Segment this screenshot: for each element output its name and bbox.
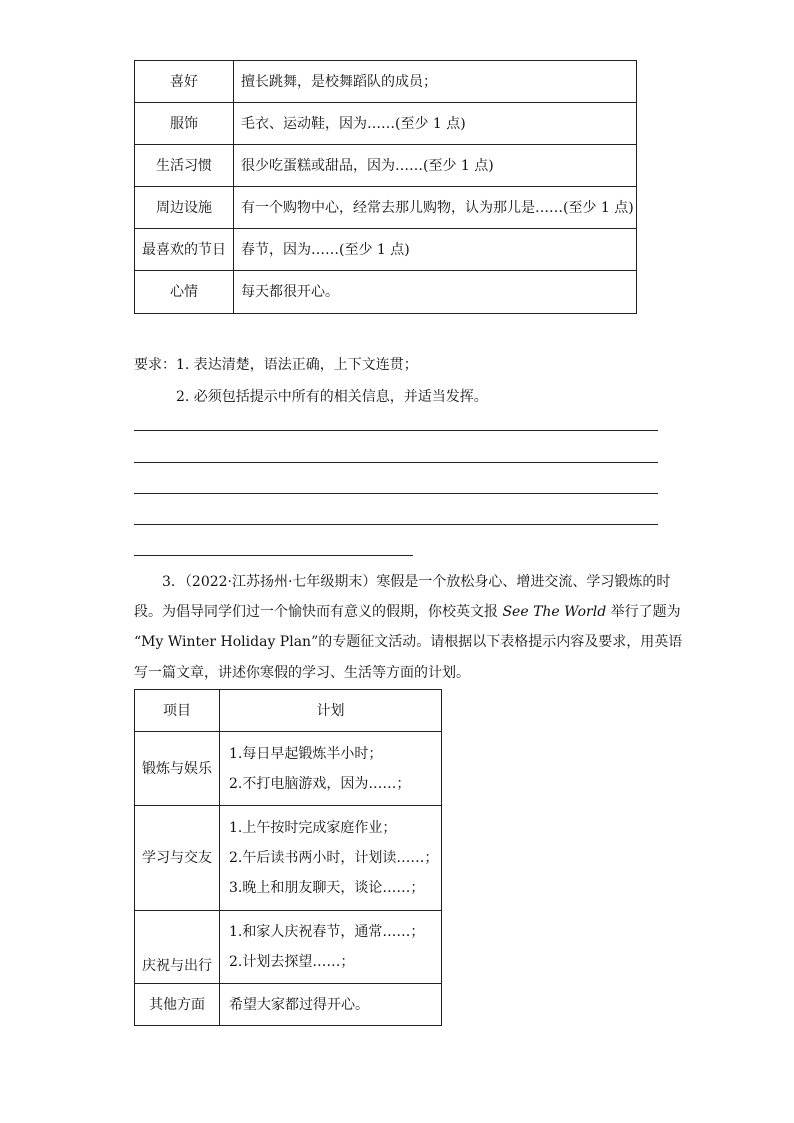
info-table [134, 60, 637, 314]
plan-line: 3.晚上和朋友聊天，谈论……； [229, 880, 425, 896]
row-key: 心情 [135, 271, 234, 314]
row-key: 服饰 [135, 103, 234, 145]
table-header-row [135, 690, 442, 732]
plan-line: 2.午后读书两小时，计划读……； [229, 850, 439, 866]
row-key: 喜好 [135, 61, 234, 103]
plan-line: 2.不打电脑游戏，因为……； [229, 775, 411, 792]
answer-line[interactable] [134, 555, 413, 556]
table-row [135, 103, 637, 145]
row-value: 春节，因为……(至少 1 点) [234, 229, 637, 271]
row-plan [220, 806, 442, 911]
answer-line[interactable] [134, 430, 658, 431]
row-value: 毛衣、运动鞋，因为……(至少 1 点) [234, 103, 637, 145]
answer-line[interactable] [134, 524, 658, 525]
newspaper-name: See The World [502, 604, 607, 620]
row-key: 其他方面 [135, 984, 220, 1026]
plan-table [134, 689, 442, 1026]
plan-line: 希望大家都过得开心。 [229, 996, 369, 1013]
table-row [135, 911, 442, 984]
row-key: 最喜欢的节日 [135, 229, 234, 271]
row-plan [220, 732, 442, 806]
row-plan [220, 984, 442, 1026]
plan-line: 2.计划去探望……； [229, 954, 355, 970]
table-row [135, 187, 637, 229]
row-key: 锻炼与娱乐 [135, 732, 220, 806]
row-value: 有一个购物中心，经常去那儿购物，认为那儿是……(至少 1 点) [234, 187, 637, 229]
table-row [135, 61, 637, 103]
table-row [135, 271, 637, 314]
row-key: 周边设施 [135, 187, 234, 229]
row-value: 每天都很开心。 [234, 271, 637, 314]
row-value: 很少吃蛋糕或甜品，因为……(至少 1 点) [234, 145, 637, 187]
plan-line: 1.上午按时完成家庭作业； [229, 820, 397, 836]
table-row [135, 732, 442, 806]
question-3-text: 段。为倡导同学们过一个愉快而有意义的假期，你校英文报 [134, 604, 503, 620]
requirement-line-1: 要求：1. 表达清楚，语法正确，上下文连贯； [134, 357, 418, 373]
question-3-line-3: “My Winter Holiday Plan”的专题征文活动。请根据以下表格提示内容及要求，用英语 [134, 634, 683, 650]
plan-line: 1.和家人庆祝春节，通常……； [229, 924, 425, 940]
answer-line[interactable] [134, 493, 658, 494]
table-row [135, 145, 637, 187]
header-plan: 计划 [220, 690, 442, 732]
row-plan [220, 911, 442, 984]
question-3-line-2 [134, 604, 681, 620]
question-3-line-4: 写一篇文章，讲述你寒假的学习、生活等方面的计划。 [134, 665, 470, 681]
table-row [135, 806, 442, 911]
row-key: 学习与交友 [135, 806, 220, 911]
table-row [135, 984, 442, 1026]
table-row [135, 229, 637, 271]
row-key: 庆祝与出行 [135, 911, 220, 984]
requirement-line-2: 2. 必须包括提示中所有的相关信息，并适当发挥。 [176, 389, 488, 405]
row-value: 擅长跳舞，是校舞蹈队的成员； [234, 61, 637, 103]
plan-line: 1.每日早起锻炼半小时； [229, 745, 383, 762]
answer-line[interactable] [134, 462, 658, 463]
row-key: 生活习惯 [135, 145, 234, 187]
question-3-text: 举行了题为 [606, 604, 681, 620]
question-3-line-1: 3．（2022·江苏扬州·七年级期末）寒假是一个放松身心、增进交流、学习锻炼的时 [162, 574, 671, 590]
header-item: 项目 [135, 690, 220, 732]
